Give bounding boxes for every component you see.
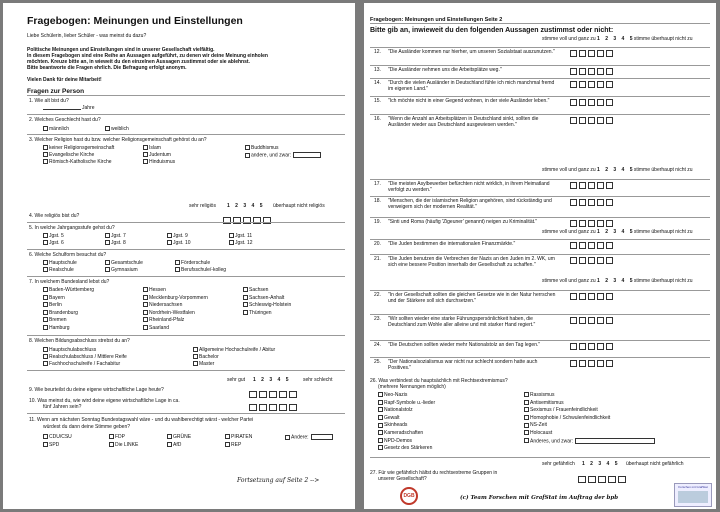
checkbox[interactable] bbox=[175, 260, 180, 265]
other-party-input[interactable] bbox=[311, 434, 333, 440]
option: REP bbox=[231, 442, 242, 448]
checkbox[interactable] bbox=[43, 240, 48, 245]
option: GRÜNE bbox=[173, 434, 192, 440]
option: Nordrhein-Westfalen bbox=[149, 309, 195, 316]
checkbox[interactable] bbox=[245, 153, 250, 158]
page-title: Fragebogen: Meinungen und Einstellungen bbox=[27, 15, 243, 27]
state-option bbox=[143, 310, 195, 316]
option: SPD bbox=[49, 442, 60, 448]
state-option bbox=[243, 295, 284, 301]
q27-label-2: unserer Gesellschaft? bbox=[378, 476, 427, 482]
option: Gymnasium bbox=[111, 267, 138, 273]
option: Master bbox=[199, 361, 215, 367]
statement-number: 13. bbox=[374, 67, 381, 73]
option: Jgst. 11 bbox=[235, 233, 253, 239]
checkbox[interactable] bbox=[193, 354, 198, 359]
rating-scale[interactable] bbox=[570, 81, 615, 88]
checkbox[interactable] bbox=[143, 302, 148, 307]
checkbox[interactable] bbox=[378, 392, 383, 397]
other-religion-input[interactable] bbox=[293, 152, 321, 158]
checkbox[interactable] bbox=[225, 442, 230, 447]
option: PIRATEN bbox=[231, 434, 253, 440]
scale-header: stimme voll und ganz zu 1 2 3 4 5 stimme überhaupt nicht zu bbox=[542, 278, 693, 284]
association-option bbox=[378, 422, 407, 428]
option: Brandenburg bbox=[49, 309, 78, 316]
rating-scale[interactable] bbox=[570, 360, 615, 367]
option: NPD-Demos bbox=[384, 437, 413, 444]
option: Nationalstolz bbox=[384, 407, 413, 414]
statement-text: "Die Juden benutzen die Verbrechen der Nazis an den Juden im 2. WK, um sich eine bessere Position innerhalb der Gesellschaft zu schaffen." bbox=[388, 256, 555, 269]
checkbox[interactable] bbox=[105, 240, 110, 245]
checkbox[interactable] bbox=[378, 438, 383, 443]
rating-scale[interactable] bbox=[570, 117, 615, 124]
continuation-note: Fortsetzung auf Seite 2 --> bbox=[237, 477, 320, 484]
state-option bbox=[243, 310, 272, 316]
state-option bbox=[143, 295, 208, 301]
option: Sachsen bbox=[249, 287, 269, 293]
checkbox[interactable] bbox=[378, 445, 383, 450]
option: Berufsschule/-kolleg bbox=[181, 267, 227, 273]
option: Saarland bbox=[149, 324, 170, 331]
association-option bbox=[378, 445, 432, 451]
association-option bbox=[378, 392, 407, 398]
age-field[interactable] bbox=[43, 104, 81, 110]
association-option bbox=[524, 422, 547, 428]
option: Holocaust bbox=[530, 430, 553, 436]
option: FDP bbox=[115, 434, 125, 440]
checkbox[interactable] bbox=[243, 310, 248, 315]
checkbox[interactable] bbox=[43, 354, 48, 359]
greeting: Liebe Schülerin, lieber Schüler - was meinst du dazu? bbox=[27, 33, 147, 39]
checkbox[interactable] bbox=[143, 145, 148, 150]
scale-header: stimme voll und ganz zu 1 2 3 4 5 stimme überhaupt nicht zu bbox=[542, 167, 693, 173]
checkbox[interactable] bbox=[524, 430, 529, 435]
page-2 bbox=[364, 3, 716, 509]
option: Hauptschule bbox=[49, 260, 77, 266]
rating-scale[interactable] bbox=[570, 99, 615, 106]
option: Hauptschulabschluss bbox=[49, 347, 97, 353]
checkbox[interactable] bbox=[143, 317, 148, 322]
checkbox[interactable] bbox=[43, 287, 48, 292]
checkbox[interactable] bbox=[175, 267, 180, 272]
checkbox[interactable] bbox=[378, 430, 383, 435]
statement-number: 12. bbox=[374, 49, 381, 55]
checkbox[interactable] bbox=[143, 159, 148, 164]
checkbox[interactable] bbox=[167, 233, 172, 238]
scale-label: sehr gut bbox=[227, 377, 246, 383]
checkbox[interactable] bbox=[524, 400, 529, 405]
option: Buddhismus bbox=[251, 145, 279, 151]
option: Rheinland-Pfalz bbox=[149, 317, 185, 323]
checkbox[interactable] bbox=[43, 302, 48, 307]
option: Sachsen-Anhalt bbox=[249, 294, 285, 301]
checkbox[interactable] bbox=[285, 435, 290, 440]
option: Sexismus / Frauenfeindlichkeit bbox=[530, 407, 598, 414]
intro-line: In diesem Fragebogen sind eine Reihe an Aussagen aufgeführt, zu denen wir deine Meinung einholen bbox=[27, 53, 268, 59]
statement-text: "Wir sollten wieder eine starke Führungspersönlichkeit haben, die Deutschland zum Wohle aller alleine und mit starker Hand regiert." bbox=[388, 316, 536, 329]
checkbox[interactable] bbox=[43, 152, 48, 157]
association-option bbox=[524, 438, 655, 444]
statement-number: 24. bbox=[374, 342, 381, 348]
association-option bbox=[524, 392, 554, 398]
statement-text: "Menschen, die der islamischen Religion angehören, sind rückständig und verweigern sich der modernen Realität." bbox=[388, 198, 552, 211]
option: Niedersachsen bbox=[149, 302, 183, 308]
checkbox[interactable] bbox=[43, 267, 48, 272]
association-option bbox=[524, 407, 598, 413]
statement-number: 21. bbox=[374, 256, 381, 262]
checkbox[interactable] bbox=[43, 233, 48, 238]
checkbox[interactable] bbox=[43, 295, 48, 300]
statement-number: 14. bbox=[374, 80, 381, 86]
q26-label: 26. Was verbindest du hauptsächlich mit Rechtsextremismus? bbox=[370, 378, 508, 384]
option: NS-Zeit bbox=[530, 422, 547, 429]
association-option bbox=[378, 438, 412, 444]
option: Rassismus bbox=[530, 392, 555, 398]
option: Allgemeine Hochschulreife / Abitur bbox=[199, 347, 276, 353]
state-option bbox=[43, 295, 65, 301]
scale-end: überhaupt nicht religiös bbox=[273, 203, 325, 209]
rating-scale[interactable] bbox=[570, 50, 615, 57]
checkbox[interactable] bbox=[43, 310, 48, 315]
checkbox[interactable] bbox=[193, 347, 198, 352]
option: Hamburg bbox=[49, 324, 70, 331]
statement-number: 23. bbox=[374, 316, 381, 322]
checkbox[interactable] bbox=[143, 325, 148, 330]
association-option bbox=[378, 430, 423, 436]
q7-label: 7. In welchem Bundesland lebst du? bbox=[29, 279, 110, 285]
q9-label: 9. Wie beurteilst du deine eigene wirtschaftliche Lage heute? bbox=[29, 387, 164, 393]
option: Skinheads bbox=[384, 422, 408, 429]
checkbox[interactable] bbox=[43, 126, 48, 131]
checkbox[interactable] bbox=[243, 287, 248, 292]
option: Förderschule bbox=[181, 260, 211, 266]
option: Judentum bbox=[149, 152, 171, 158]
option: Thüringen bbox=[249, 309, 272, 316]
q10-label: 10. Was meinst du, wie wird deine eigene wirtschaftliche Lage in ca. bbox=[29, 398, 180, 404]
statement-number: 22. bbox=[374, 292, 381, 298]
option: Jgst. 9 bbox=[173, 233, 188, 239]
option: Homophobie / Schwulenfeindlichkeit bbox=[530, 414, 611, 421]
option: Jgst. 8 bbox=[111, 240, 126, 246]
statement-number: 15. bbox=[374, 98, 381, 104]
option: Antisemitismus bbox=[530, 399, 564, 406]
checkbox[interactable] bbox=[243, 295, 248, 300]
statement-text: "Der Nationalsozialismus war nicht nur schlecht sondern hatte auch Positives." bbox=[388, 359, 538, 372]
q4-label: 4. Wie religiös bist du? bbox=[29, 213, 80, 219]
state-option bbox=[243, 287, 268, 293]
checkbox[interactable] bbox=[109, 442, 114, 447]
checkbox[interactable] bbox=[43, 159, 48, 164]
option: Islam bbox=[149, 145, 161, 151]
statement-number: 16. bbox=[374, 116, 381, 122]
statement-text: "Sinti und Roma (häufig 'Zigeuner' genannt) neigen zu Kriminalität." bbox=[388, 219, 538, 225]
statement-text: "Durch die vielen Ausländer in Deutschland fühle ich mich manchmal fremd im eigenen Land." bbox=[388, 80, 555, 93]
q10-scale[interactable] bbox=[249, 399, 299, 417]
option: Bremen bbox=[49, 317, 67, 323]
option: Andere: bbox=[291, 434, 309, 441]
checkbox[interactable] bbox=[43, 442, 48, 447]
statement-text: "Die Ausländer nehmen uns die Arbeitsplätze weg." bbox=[388, 67, 502, 73]
other-association-input[interactable] bbox=[575, 438, 655, 444]
state-option bbox=[143, 302, 182, 308]
checkbox[interactable] bbox=[167, 434, 172, 439]
option: Jgst. 10 bbox=[173, 240, 191, 246]
option: Schleswig-Holstein bbox=[249, 302, 292, 308]
option: Evangelische Kirche bbox=[49, 152, 95, 158]
section-title: Fragen zur Person bbox=[27, 88, 85, 95]
q1-label: 1. Wie alt bist du? bbox=[29, 98, 69, 104]
scale-end: sehr schlecht bbox=[303, 377, 333, 383]
option: Die LINKE bbox=[115, 442, 139, 448]
state-option bbox=[143, 317, 184, 323]
q11-label-2: würdest du dann deine Stimme geben? bbox=[43, 424, 131, 430]
credit-line: (c) Team Forschen mit GrafStat im Auftrag der bpb bbox=[460, 495, 619, 501]
q4-scale[interactable] bbox=[223, 212, 273, 230]
option: Anderes, und zwar: bbox=[530, 437, 574, 444]
checkbox[interactable] bbox=[245, 145, 250, 150]
checkbox[interactable] bbox=[167, 240, 172, 245]
statement-text: "Die Juden bestimmen die internationalen Finanzmärkte." bbox=[388, 241, 516, 247]
association-option bbox=[378, 400, 435, 406]
rating-scale[interactable] bbox=[570, 199, 615, 206]
option: Gesetz des Stärkeren bbox=[384, 445, 433, 452]
checkbox[interactable] bbox=[105, 267, 110, 272]
checkbox[interactable] bbox=[524, 438, 529, 443]
checkbox[interactable] bbox=[105, 233, 110, 238]
option: Römisch-Katholische Kirche bbox=[49, 159, 112, 165]
scale-header: stimme voll und ganz zu 1 2 3 4 5 stimme überhaupt nicht zu bbox=[542, 36, 693, 42]
state-option bbox=[43, 310, 78, 316]
checkbox[interactable] bbox=[143, 152, 148, 157]
statement-number: 25. bbox=[374, 359, 381, 365]
statement-number: 18. bbox=[374, 198, 381, 204]
state-option bbox=[243, 302, 291, 308]
q8-label: 8. Welchen Bildungsabschluss strebst du an? bbox=[29, 338, 130, 344]
checkbox[interactable] bbox=[524, 415, 529, 420]
rating-scale[interactable] bbox=[570, 242, 615, 249]
statement-text: "Ich möchte nicht in einer Gegend wohnen, in der viele Ausländer leben." bbox=[388, 98, 550, 104]
scale-numbers: 1 2 3 4 5 bbox=[227, 203, 263, 209]
option: Bayern bbox=[49, 294, 65, 301]
statement-number: 17. bbox=[374, 181, 381, 187]
state-option bbox=[43, 302, 62, 308]
state-option bbox=[143, 325, 169, 331]
option: AfD bbox=[173, 442, 182, 448]
scale-end: überhaupt nicht gefährlich bbox=[626, 461, 684, 467]
option: Neo-Nazis bbox=[384, 392, 408, 398]
option: Rapf-Symbole u.-lieder bbox=[384, 399, 436, 406]
association-option bbox=[524, 400, 564, 406]
state-option bbox=[143, 287, 166, 293]
q6-label: 6. Welche Schulform besuchst du? bbox=[29, 252, 107, 258]
statement-text: "Die Deutschen sollten wieder mehr Nationalstolz an den Tag legen." bbox=[388, 342, 541, 348]
rating-scale[interactable] bbox=[570, 220, 615, 227]
q5-label: 5. In welche Jahrgangsstufe gehst du? bbox=[29, 225, 115, 231]
rating-scale[interactable] bbox=[570, 257, 615, 264]
checkbox[interactable] bbox=[143, 287, 148, 292]
q3-label: 3. Welcher Religion hast du bzw. welcher Religionsgemeinschaft gehörst du an? bbox=[29, 137, 207, 143]
checkbox[interactable] bbox=[105, 126, 110, 131]
grafstat-stamp: Forschen mit GrafStat bbox=[674, 483, 712, 507]
scale-numbers: 1 2 3 4 5 bbox=[253, 377, 289, 383]
statement-number: 20. bbox=[374, 241, 381, 247]
option: Hinduismus bbox=[149, 159, 176, 165]
checkbox[interactable] bbox=[225, 434, 230, 439]
checkbox[interactable] bbox=[524, 407, 529, 412]
state-option bbox=[43, 317, 67, 323]
option: Hessen bbox=[149, 287, 166, 293]
checkbox[interactable] bbox=[167, 442, 172, 447]
rating-scale[interactable] bbox=[570, 317, 615, 324]
checkbox[interactable] bbox=[193, 361, 198, 366]
rating-scale[interactable] bbox=[570, 293, 615, 300]
option: Fachhochschulreife / Fachabitur bbox=[49, 361, 121, 367]
scale-label: sehr gefährlich bbox=[542, 461, 575, 467]
option: Mecklenburg-Vorpommern bbox=[149, 294, 208, 301]
option: Gesamtschule bbox=[111, 260, 143, 266]
statement-text: "Die Ausländer kommen nur hierher, um unseren Sozialstaat auszunutzen." bbox=[388, 49, 555, 55]
option: Jgst. 12 bbox=[235, 240, 253, 246]
checkbox[interactable] bbox=[43, 260, 48, 265]
heading: Bitte gib an, inwieweit du den folgenden Aussagen zustimmst oder nicht: bbox=[370, 27, 614, 34]
checkbox[interactable] bbox=[109, 434, 114, 439]
option: männlich bbox=[49, 126, 70, 132]
option: CDU/CSU bbox=[49, 434, 72, 440]
q11-label: 11. Wenn am nächsten Sonntag Bundestagswahl wäre - und du wahlberechtigt wärst - welcher Partei bbox=[29, 417, 254, 423]
option: Realschule bbox=[49, 267, 74, 273]
option: Jgst. 5 bbox=[49, 233, 64, 239]
checkbox[interactable] bbox=[524, 392, 529, 397]
checkbox[interactable] bbox=[524, 423, 529, 428]
statement-text: "Wenn die Anzahl an Arbeitsplätzen in Deutschland sinkt, sollten die Ausländer wieder aus Deutschland ausgewiesen werden." bbox=[388, 116, 539, 129]
intro-line: Bitte beantworte die Fragen ehrlich. Die Befragung erfolgt anonym. bbox=[27, 65, 187, 71]
scale-label: sehr religiös bbox=[189, 203, 216, 209]
checkbox[interactable] bbox=[43, 317, 48, 322]
checkbox[interactable] bbox=[378, 407, 383, 412]
option: weiblich bbox=[111, 126, 129, 132]
option: keiner Religionsgemeinschaft bbox=[49, 145, 115, 151]
statement-text: "In der Gesellschaft sollten die gleichen Gesetze wie in der Natur herrschen und der Stärkere soll sich durchsetzen." bbox=[388, 292, 556, 305]
option: Baden-Württemberg bbox=[49, 287, 95, 293]
page-1 bbox=[3, 3, 355, 509]
scale-header: stimme voll und ganz zu 1 2 3 4 5 stimme überhaupt nicht zu bbox=[542, 229, 693, 235]
checkbox[interactable] bbox=[43, 325, 48, 330]
rating-scale[interactable] bbox=[570, 182, 615, 189]
state-option bbox=[43, 287, 94, 293]
state-option bbox=[43, 325, 70, 331]
checkbox[interactable] bbox=[378, 400, 383, 405]
q1-unit: Jahre bbox=[82, 105, 95, 111]
option: Jgst. 6 bbox=[49, 240, 64, 246]
checkbox[interactable] bbox=[105, 260, 110, 265]
checkbox[interactable] bbox=[229, 233, 234, 238]
statement-number: 19. bbox=[374, 219, 381, 225]
q27-label: 27. Für wie gefährlich hältst du rechtsextreme Gruppen in bbox=[370, 470, 498, 476]
checkbox[interactable] bbox=[43, 434, 48, 439]
rating-scale[interactable] bbox=[570, 343, 615, 350]
scale-numbers: 1 2 3 4 5 bbox=[582, 461, 618, 467]
checkbox[interactable] bbox=[143, 295, 148, 300]
option: Realschulabschluss / Mittlere Reife bbox=[49, 354, 127, 360]
checkbox[interactable] bbox=[143, 310, 148, 315]
checkbox[interactable] bbox=[43, 145, 48, 150]
intro-line: Politische Meinungen und Einstellungen sind in unserer Gesellschaft vielfältig. bbox=[27, 47, 215, 53]
dgb-logo: DGB bbox=[400, 487, 418, 505]
checkbox[interactable] bbox=[43, 361, 48, 366]
checkbox[interactable] bbox=[243, 302, 248, 307]
q10-label-2: fünf Jahren sein? bbox=[43, 404, 82, 410]
rating-scale[interactable] bbox=[570, 68, 615, 75]
checkbox[interactable] bbox=[229, 240, 234, 245]
option: Berlin bbox=[49, 302, 62, 308]
checkbox[interactable] bbox=[43, 347, 48, 352]
q2-label: 2. Welches Geschlecht hast du? bbox=[29, 117, 101, 123]
option: Jgst. 7 bbox=[111, 233, 126, 239]
association-option bbox=[524, 415, 610, 421]
option: Kameradschaften bbox=[384, 430, 424, 436]
page-title: Fragebogen: Meinungen und Einstellungen Seite 2 bbox=[370, 17, 503, 23]
q26-note: (mehrere Nennungen möglich) bbox=[378, 384, 446, 390]
intro-line: möchten. Kreuze bitte an, in wieweit du den einzelnen Aussagen zustimmst oder sie ablehnst. bbox=[27, 59, 250, 65]
checkbox[interactable] bbox=[378, 423, 383, 428]
thanks: Vielen Dank für deine Mitarbeit! bbox=[27, 77, 102, 83]
association-option bbox=[378, 407, 413, 413]
option: andere, und zwar: bbox=[251, 152, 292, 159]
association-option bbox=[524, 430, 552, 436]
option: Gewalt bbox=[384, 414, 400, 421]
q27-scale[interactable] bbox=[578, 471, 628, 489]
checkbox[interactable] bbox=[378, 415, 383, 420]
association-option bbox=[378, 415, 400, 421]
option: Bachelor bbox=[199, 354, 219, 360]
statement-text: "Die meisten Asylbewerber befürchten nicht wirklich, in ihrem Heimatland verfolgt zu werden." bbox=[388, 181, 550, 194]
